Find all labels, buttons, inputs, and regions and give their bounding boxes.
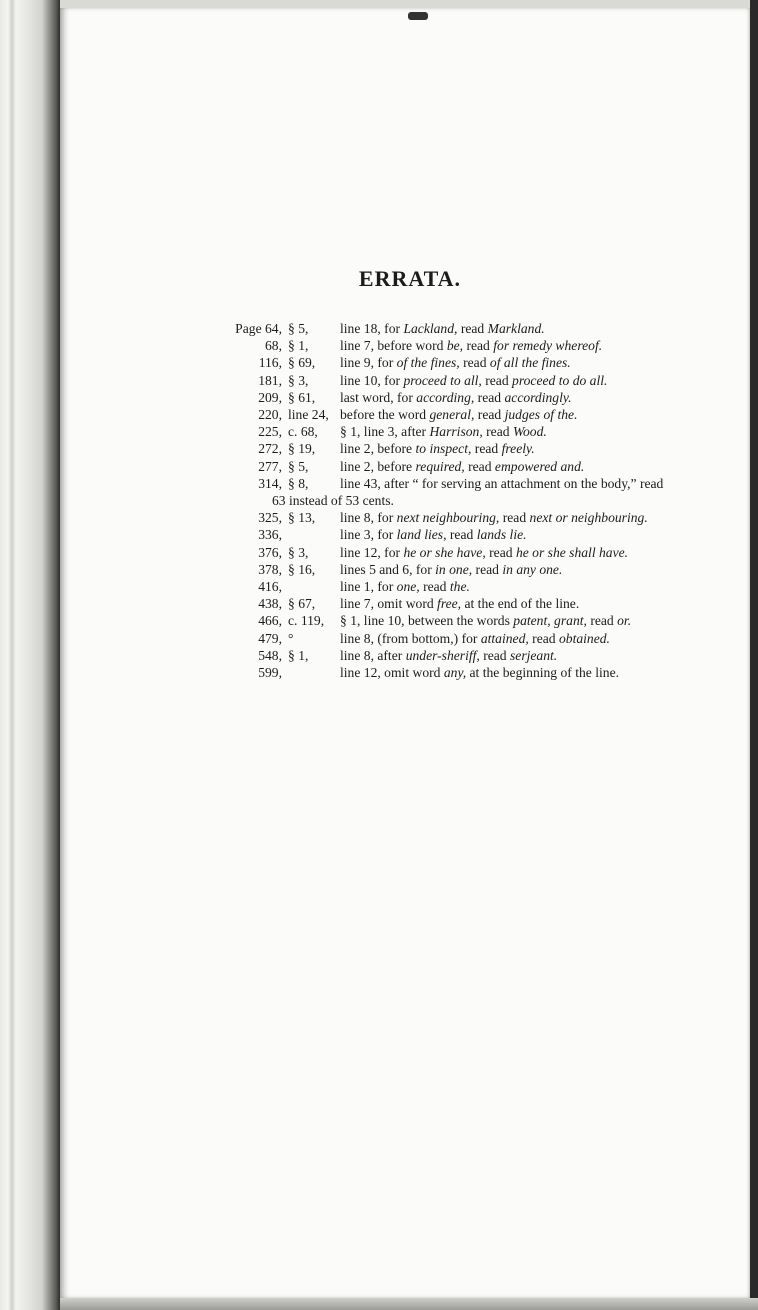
errata-sec: § 1,	[288, 338, 309, 354]
errata-page: 548,	[258, 647, 282, 663]
errata-i2: freely.	[501, 441, 535, 457]
errata-page: 68,	[265, 338, 282, 354]
errata-entry	[220, 458, 758, 475]
errata-mid: read	[419, 579, 450, 595]
errata-entry	[220, 337, 758, 354]
errata-entry	[220, 561, 758, 578]
errata-page: 272,	[258, 441, 282, 457]
errata-i1: one,	[396, 579, 420, 595]
errata-mid: read	[528, 630, 559, 646]
errata-text: § 1, line 3, after	[340, 424, 430, 440]
errata-i2: accordingly.	[504, 389, 572, 405]
errata-i2: Wood.	[512, 424, 547, 440]
errata-i2: or.	[617, 613, 632, 629]
errata-i2: judges of the.	[504, 407, 578, 423]
errata-text: line 3, for	[340, 527, 397, 543]
errata-sec: °	[288, 630, 294, 646]
errata-page: 220,	[258, 407, 282, 423]
errata-entry	[220, 664, 758, 681]
errata-text: § 1, line 10, between the words	[340, 613, 514, 629]
errata-entry	[220, 647, 758, 664]
errata-mid: read	[464, 458, 495, 474]
errata-i2: proceed to do all.	[512, 372, 608, 388]
page-title: ERRATA.	[358, 266, 462, 291]
errata-entry	[220, 578, 758, 595]
errata-text: line 8, for	[340, 510, 397, 526]
errata-text: line 8, after	[340, 647, 406, 663]
errata-sec: § 1,	[288, 647, 309, 663]
errata-page: 376,	[258, 544, 282, 560]
errata-page: 325,	[258, 510, 282, 526]
errata-i1: free,	[437, 596, 462, 612]
errata-list	[220, 320, 758, 681]
errata-text: lines 5 and 6, for	[340, 561, 436, 577]
errata-mid: read	[586, 613, 618, 629]
errata-page: 378,	[258, 561, 282, 577]
errata-mid: read	[463, 338, 494, 354]
errata-text: line 8, (from bottom,) for	[340, 630, 481, 646]
errata-entry	[220, 423, 758, 440]
errata-i2: serjeant.	[510, 647, 558, 663]
errata-page: 225,	[258, 424, 282, 440]
errata-text: line 2, before	[340, 441, 416, 457]
errata-mid: read	[472, 561, 503, 577]
errata-entry	[220, 406, 758, 423]
errata-page: 479,	[258, 630, 282, 646]
document-page	[60, 8, 750, 1298]
errata-i2: Markland.	[487, 321, 545, 336]
errata-i2: in any one.	[502, 561, 563, 577]
errata-text: last word, for	[340, 389, 417, 405]
errata-i1: required,	[415, 458, 465, 474]
errata-entry	[220, 475, 758, 492]
errata-entry	[220, 440, 758, 457]
errata-entry	[220, 492, 758, 509]
errata-mid: read	[482, 424, 513, 440]
errata-mid: at the beginning of the line.	[466, 665, 620, 681]
errata-entry	[220, 612, 758, 629]
errata-entry	[220, 389, 758, 406]
errata-i1: be,	[446, 338, 464, 354]
book-spine-edge	[0, 0, 60, 1310]
errata-page: 314,	[258, 475, 282, 491]
errata-sec: line 24,	[288, 407, 329, 423]
errata-text: line 43, after “ for serving an attachment on the body,” read	[340, 475, 664, 491]
errata-i1: under-sheriff,	[405, 647, 480, 663]
errata-sec: § 3,	[288, 544, 309, 560]
errata-entry	[220, 354, 758, 371]
errata-i1: any,	[443, 665, 467, 681]
errata-sec: § 19,	[288, 441, 316, 457]
errata-mid: read	[446, 527, 477, 543]
errata-i1: patent, grant,	[513, 613, 587, 629]
errata-i2: the.	[449, 579, 470, 595]
errata-i1: he or she have,	[403, 544, 486, 560]
errata-i1: according,	[416, 389, 475, 405]
errata-sec: § 5,	[288, 458, 309, 474]
errata-sec: § 3,	[288, 372, 309, 388]
errata-text: 63 instead of 53 cents.	[272, 493, 394, 509]
errata-page: 599,	[258, 665, 282, 681]
errata-i1: next neighbouring,	[396, 510, 500, 526]
errata-i1: attained,	[480, 630, 529, 646]
errata-page: 116,	[258, 355, 282, 371]
errata-i2: next or neighbouring.	[529, 510, 648, 526]
errata-sec: § 67,	[288, 596, 316, 612]
errata-mid: read	[457, 321, 488, 336]
errata-i2: he or she shall have.	[515, 544, 629, 560]
errata-page: Page 64,	[235, 321, 282, 336]
errata-i1: in one,	[435, 561, 473, 577]
errata-i2: of all the fines.	[489, 355, 571, 371]
errata-sec: c. 68,	[288, 424, 318, 440]
errata-sec: § 69,	[288, 355, 316, 371]
errata-mid: read	[499, 510, 530, 526]
errata-page: 336,	[258, 527, 282, 543]
errata-i2: obtained.	[558, 630, 610, 646]
errata-mid: read	[481, 372, 513, 388]
errata-page: 277,	[258, 458, 282, 474]
errata-page: 416,	[258, 579, 282, 595]
errata-text: line 2, before	[340, 458, 416, 474]
errata-page: 466,	[258, 613, 282, 629]
errata-entry	[220, 372, 758, 389]
errata-entry	[220, 595, 758, 612]
errata-mid: read	[471, 441, 502, 457]
errata-text: line 9, for	[340, 355, 397, 371]
errata-page: 209,	[258, 389, 282, 405]
errata-text: line 10, for	[340, 372, 404, 388]
errata-sec: c. 119,	[288, 613, 325, 629]
errata-entry	[220, 544, 758, 561]
errata-mid: read	[474, 407, 505, 423]
errata-i1: proceed to all,	[403, 372, 482, 388]
errata-entry	[220, 526, 758, 543]
errata-sec: § 8,	[288, 475, 309, 491]
errata-entry	[220, 509, 758, 526]
errata-sec: § 5,	[288, 321, 309, 336]
errata-sec: § 13,	[288, 510, 316, 526]
errata-text: line 18, for	[340, 321, 404, 336]
errata-mid: read	[474, 389, 505, 405]
errata-sec: § 61,	[288, 389, 316, 405]
errata-i2: for remedy whereof.	[493, 338, 603, 354]
errata-text: before the word	[340, 407, 430, 423]
errata-text: line 12, for	[340, 544, 404, 560]
errata-i1: Harrison,	[429, 424, 483, 440]
errata-page: 181,	[258, 372, 282, 388]
errata-mid: at the end of the line.	[461, 596, 580, 612]
errata-i1: Lackland,	[403, 321, 458, 336]
errata-i1: to inspect,	[415, 441, 472, 457]
errata-page: 438,	[258, 596, 282, 612]
errata-entry	[220, 320, 758, 337]
errata-sec: § 16,	[288, 561, 316, 577]
errata-entry	[220, 630, 758, 647]
errata-mid: read	[485, 544, 516, 560]
errata-text: line 7, before word	[340, 338, 447, 354]
errata-mid: read	[459, 355, 490, 371]
errata-text: line 1, for	[340, 579, 397, 595]
errata-i2: lands lie.	[476, 527, 527, 543]
errata-text: line 12, omit word	[340, 665, 444, 681]
errata-mid: read	[479, 647, 510, 663]
errata-i1: general,	[429, 407, 475, 423]
errata-text: line 7, omit word	[340, 596, 438, 612]
page-bottom-border	[60, 1298, 758, 1310]
errata-i1: land lies,	[396, 527, 447, 543]
errata-i2: empowered and.	[494, 458, 585, 474]
errata-i1: of the fines,	[396, 355, 460, 371]
binding-mark	[408, 12, 428, 20]
